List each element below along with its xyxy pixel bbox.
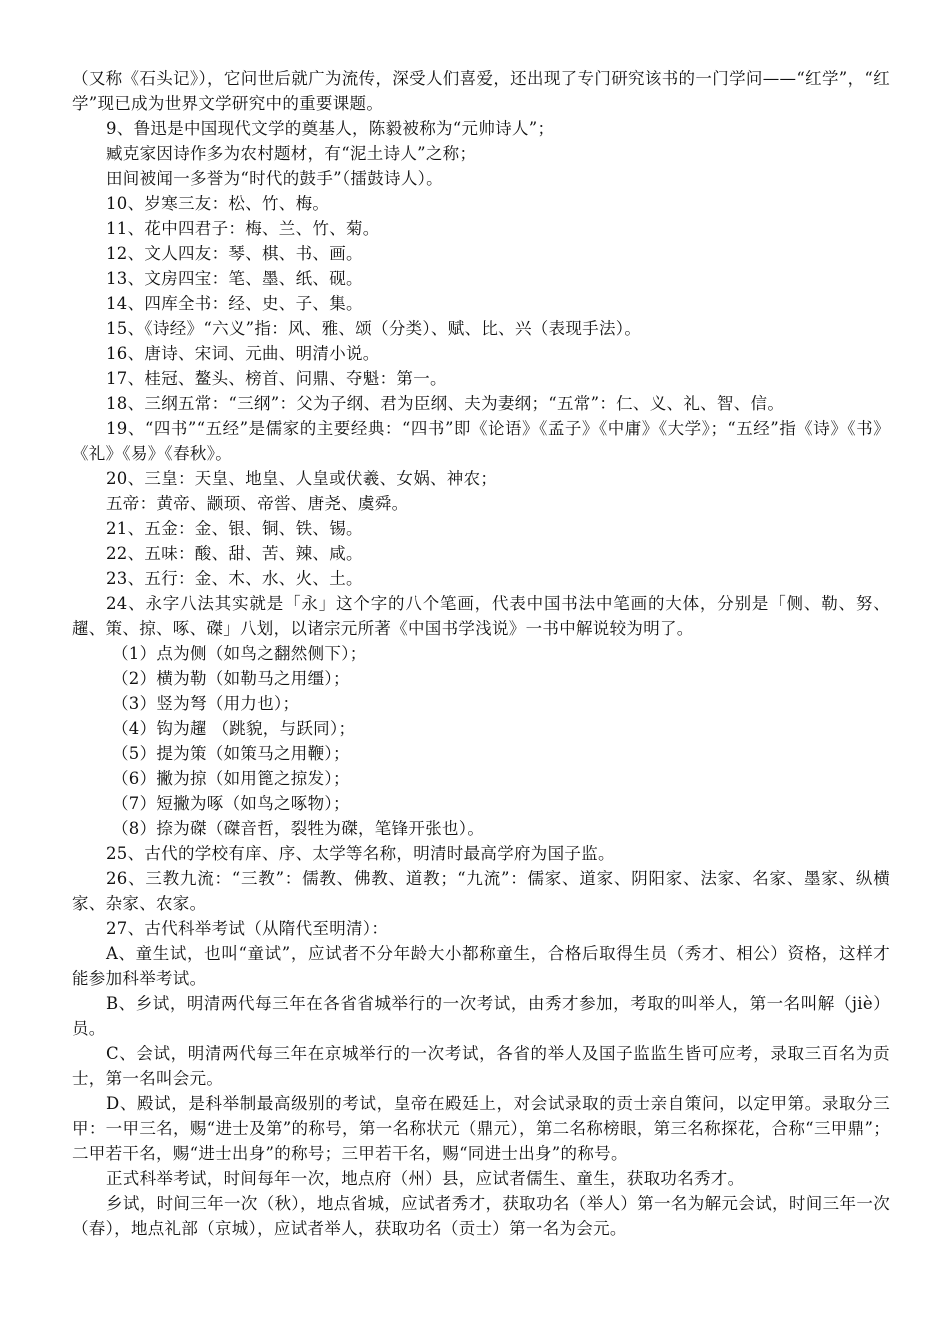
paragraph: 27、古代科举考试（从隋代至明清）： — [106, 919, 389, 938]
paragraph: 10、岁寒三友：松、竹、梅。 — [106, 194, 330, 213]
paragraph: 乡试，时间三年一次（秋），地点省城，应试者秀才，获取功名（举人）第一名为解元会试，时间三年一次（春），地点礼部（京城），应试者举人，获取功名（贡士）第一名为会元。 — [72, 1194, 890, 1238]
list-item: （3）竖为弩（用力也）； — [112, 694, 300, 713]
paragraph: 23、五行：金、木、水、火、土。 — [106, 569, 363, 588]
paragraph: 臧克家因诗作多为农村题材，有“泥土诗人”之称； — [106, 144, 477, 163]
paragraph: C、会试，明清两代每三年在京城举行的一次考试，各省的举人及国子监监生皆可应考，录取三百名为贡士，第一名叫会元。 — [72, 1044, 890, 1088]
paragraph: 17、桂冠、鳌头、榜首、问鼎、夺魁：第一。 — [106, 369, 447, 388]
paragraph: 16、唐诗、宋词、元曲、明清小说。 — [106, 344, 380, 363]
paragraph: （又称《石头记》），它问世后就广为流传，深受人们喜爱，还出现了专门研究该书的一门学问——“红学”，“红学”现已成为世界文学研究中的重要课题。 — [72, 69, 890, 113]
list-item: （2）横为勒（如勒马之用缰）； — [112, 669, 350, 688]
paragraph: 22、五味：酸、甜、苦、辣、咸。 — [106, 544, 363, 563]
list-item: （5）提为策（如策马之用鞭）； — [112, 744, 350, 763]
paragraph: D、殿试，是科举制最高级别的考试，皇帝在殿廷上，对会试录取的贡士亲自策问，以定甲第。录取分三甲：一甲三名，赐“进士及第”的称号，第一名称状元（鼎元），第二名称榜眼，第三名称探花，合称“三甲鼎”；二甲若干名，赐“进士出身”的称号；三甲若干名，赐“同进士出身”的称号。 — [72, 1094, 890, 1163]
list-item: （1）点为侧（如鸟之翻然侧下）； — [112, 644, 367, 663]
paragraph: 田间被闻一多誉为“时代的鼓手”（擂鼓诗人）。 — [106, 169, 443, 188]
paragraph: 20、三皇：天皇、地皇、人皇或伏羲、女娲、神农； — [106, 469, 498, 488]
paragraph: 五帝：黄帝、颛顼、帝喾、唐尧、虞舜。 — [106, 494, 409, 513]
paragraph: 15、《诗经》“六义”指：风、雅、颂（分类）、赋、比、兴（表现手法）。 — [106, 319, 642, 338]
paragraph: 14、四库全书：经、史、子、集。 — [106, 294, 363, 313]
paragraph: 9、鲁迅是中国现代文学的奠基人，陈毅被称为“元帅诗人”； — [106, 119, 555, 138]
paragraph: 正式科举考试，时间每年一次，地点府（州）县，应试者儒生、童生，获取功名秀才。 — [106, 1169, 745, 1188]
list-item: （7）短撇为啄（如鸟之啄物）； — [112, 794, 350, 813]
paragraph: 18、三纲五常：“三纲”：父为子纲、君为臣纲、夫为妻纲；“五常”：仁、义、礼、智、信。 — [106, 394, 785, 413]
list-item: （6）撇为掠（如用篦之掠发）； — [112, 769, 350, 788]
list-item: （8）捺为磔（磔音哲，裂牲为磔，笔锋开张也）。 — [112, 819, 485, 838]
paragraph: A、童生试，也叫“童试”，应试者不分年龄大小都称童生，合格后取得生员（秀才、相公）资格，这样才能参加科举考试。 — [72, 944, 890, 988]
paragraph: 12、文人四友：琴、棋、书、画。 — [106, 244, 363, 263]
paragraph: B、乡试，明清两代每三年在各省省城举行的一次考试，由秀才参加，考取的叫举人，第一名叫解（jiè）员。 — [72, 994, 890, 1038]
document-body — [72, 66, 890, 1241]
paragraph: 25、古代的学校有庠、序、太学等名称，明清时最高学府为国子监。 — [106, 844, 615, 863]
list-item: （4）钩为趯 （跳貌，与跃同）； — [112, 719, 356, 738]
paragraph: 19、“四书”“五经”是儒家的主要经典：“四书”即《论语》《孟子》《中庸》《大学》；“五经”指《诗》《书》《礼》《易》《春秋》。 — [72, 419, 890, 463]
paragraph: 26、三教九流：“三教”：儒教、佛教、道教；“九流”：儒家、道家、阴阳家、法家、名家、墨家、纵横家、杂家、农家。 — [72, 869, 890, 913]
paragraph: 13、文房四宝：笔、墨、纸、砚。 — [106, 269, 363, 288]
paragraph: 21、五金：金、银、铜、铁、锡。 — [106, 519, 363, 538]
paragraph: 24、永字八法其实就是「永」这个字的八个笔画，代表中国书法中笔画的大体，分别是「侧、勒、努、趯、策、掠、啄、磔」八划，以诸宗元所著《中国书学浅说》一书中解说较为明了。 — [72, 594, 890, 638]
paragraph: 11、花中四君子：梅、兰、竹、菊。 — [106, 219, 380, 238]
